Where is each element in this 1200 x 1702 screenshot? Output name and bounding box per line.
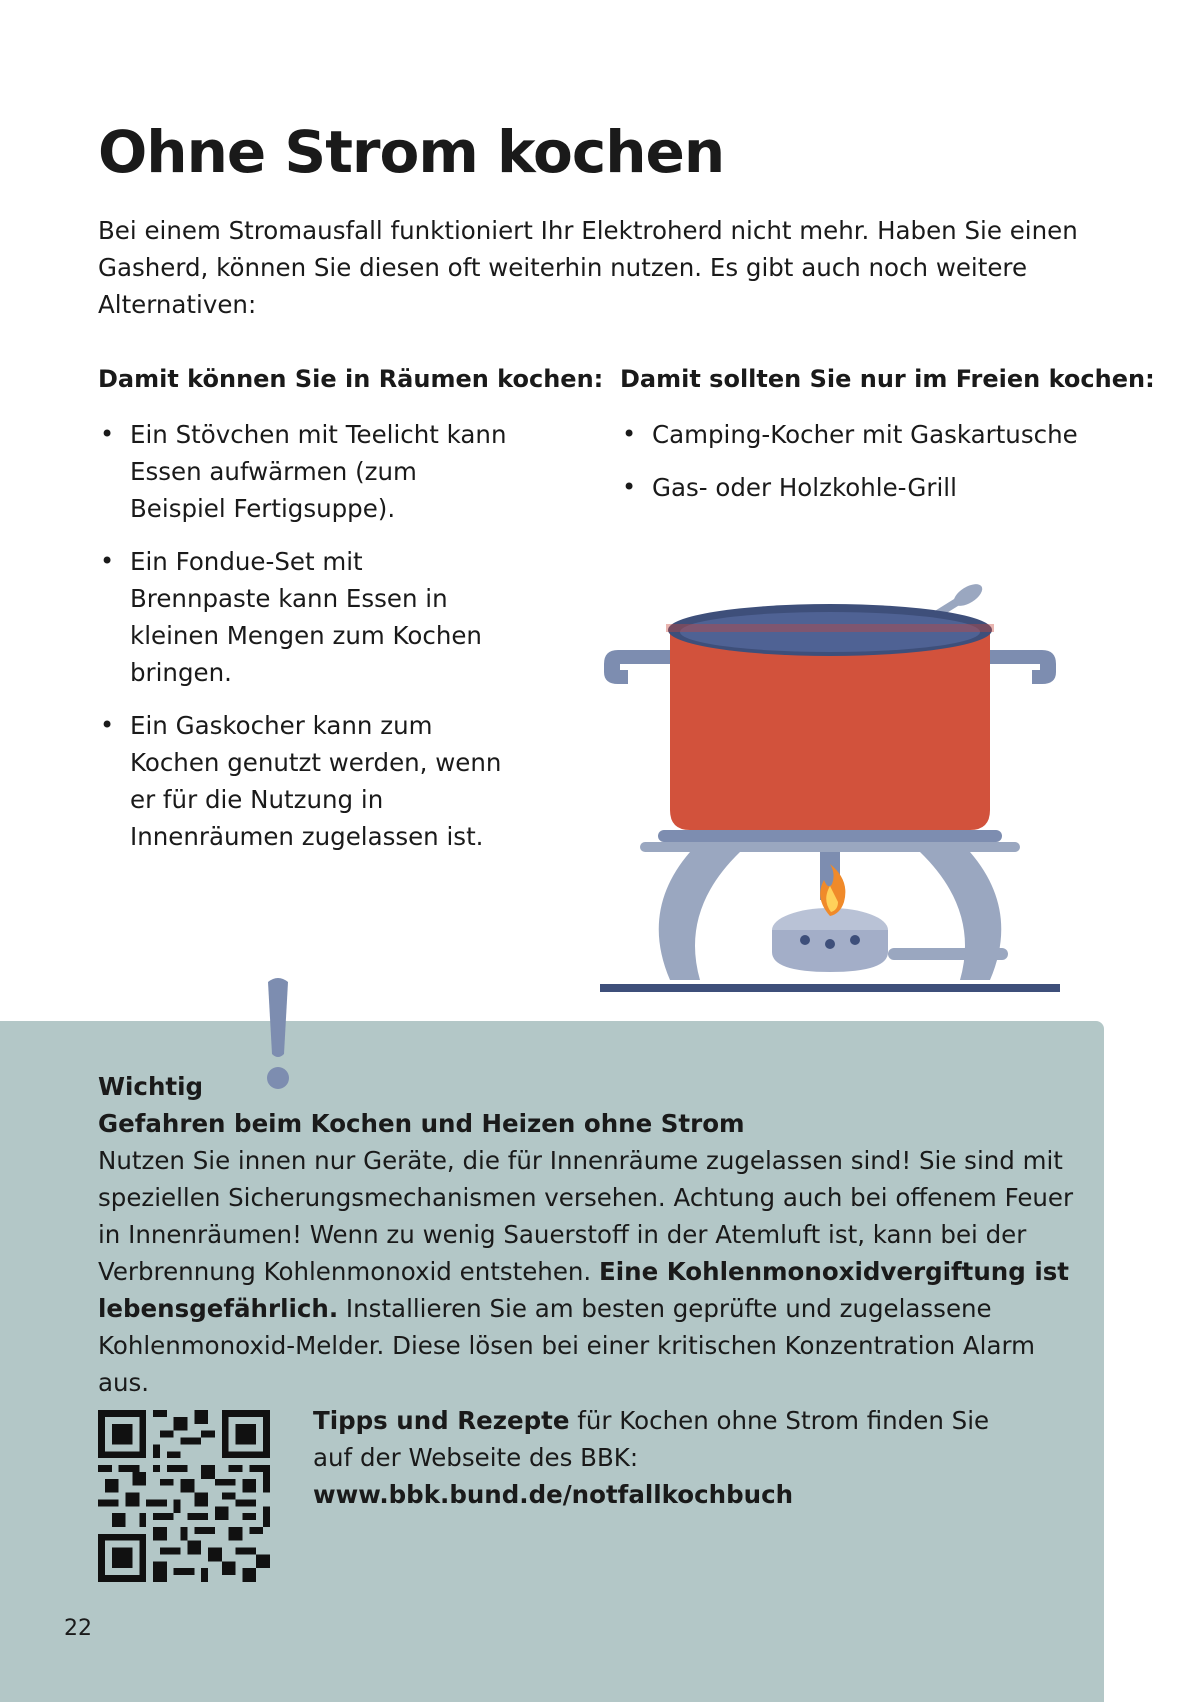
tip-url-link[interactable]: www.bbk.bund.de/notfallkochbuch <box>313 1480 794 1509</box>
outdoor-column <box>620 362 1155 522</box>
warning-emphasis: Eine Kohlenmonoxidvergiftung ist lebensgefährlich. <box>98 1257 1070 1323</box>
indoor-column <box>98 362 604 871</box>
warning-heading: Gefahren beim Kochen und Heizen ohne Strom <box>98 1109 745 1138</box>
page-number: 22 <box>64 1616 92 1641</box>
list-item: • Ein Fondue-Set mit Brennpaste kann Essen in kleinen Mengen zum Kochen bringen. <box>98 543 510 691</box>
warning-label: Wichtig <box>98 1072 204 1101</box>
qr-code-icon <box>98 1410 270 1582</box>
exclamation-icon <box>258 976 298 1092</box>
list-item: • Ein Stövchen mit Teelicht kann Essen aufwärmen (zum Beispiel Fertigsuppe). <box>98 416 510 527</box>
indoor-list <box>98 416 578 855</box>
indoor-heading: Damit können Sie in Räumen kochen: <box>98 365 604 393</box>
list-item: • Gas- oder Holzkohle-Grill <box>620 469 1140 506</box>
tip-text <box>313 1402 1013 1513</box>
page-title: Ohne Strom kochen <box>98 118 725 186</box>
tip-body: für Kochen ohne Strom finden Sie auf der Webseite des BBK: <box>313 1406 990 1472</box>
warning-body: Nutzen Sie innen nur Geräte, die für Innenräume zugelassen sind! Sie sind mit speziellen Sicherungsmechanismen versehen. Achtung auch bei offenem Feuer in Innenräumen! Wenn zu wenig Sauerstoff in der Atemluft ist, kann bei der Verbrennung Kohlenmonoxid entstehen. <box>98 1146 1074 1286</box>
list-item: • Ein Gaskocher kann zum Kochen genutzt werden, wenn er für die Nutzung in Innenräumen zugelassen ist. <box>98 707 510 855</box>
list-item: • Camping-Kocher mit Gaskartusche <box>620 416 1140 453</box>
warning-body-end: Installieren Sie am besten geprüfte und zugelassene Kohlenmonoxid-Melder. Diese lösen bei einer kritischen Konzentration Alarm aus. <box>98 1294 1035 1397</box>
intro-paragraph: Bei einem Stromausfall funktioniert Ihr Elektroherd nicht mehr. Haben Sie einen Gasherd, können Sie diesen oft weiterhin nutzen. Es gibt auch noch weitere Alternativen: <box>98 216 1078 319</box>
outdoor-heading: Damit sollten Sie nur im Freien kochen: <box>620 365 1155 393</box>
outdoor-list <box>620 416 1140 506</box>
warning-text <box>98 1105 1088 1401</box>
tip-emphasis: Tipps und Rezepte <box>313 1406 570 1435</box>
pot-on-burner-illustration <box>600 580 1060 1020</box>
